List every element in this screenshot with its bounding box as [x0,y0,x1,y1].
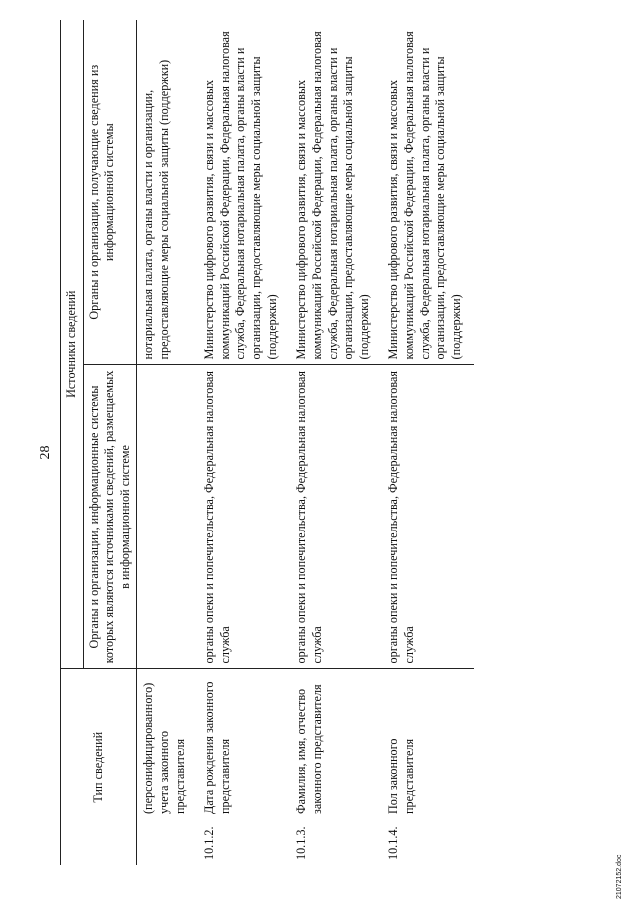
file-code: 21072152.doc [616,854,623,899]
table-row [198,20,290,865]
row-providers [137,365,198,669]
table-row [137,20,198,865]
row-providers: органы опеки и попечительства, Федеральная налоговая служба [198,365,290,669]
row-type: Дата рождения законного представителя [198,669,290,819]
row-receivers: Министерство цифрового развития, связи и массовых коммуникаций Российской Федерации, Федеральная налоговая служба, Федеральная нотариальная палата, органы власти и организации, предоставляющие меры социальной защиты (поддержки) [202,31,279,360]
row-type: Фамилия, имя, отчество законного представителя [290,669,382,819]
row-providers: органы опеки и попечительства, Федеральная налоговая служба [382,365,474,669]
table-row [382,20,474,865]
row-receivers: нотариальная палата, органы власти и организации, предоставляющие меры социальной защиты (поддержки) [141,59,172,360]
row-type: (персонифицированного) учета законного представителя [137,669,198,819]
header-providers: Органы и организации, информационные системы которых являются источниками сведений, размещаемых в информационной системе [83,365,137,669]
row-number: 10.1.2. [202,826,217,860]
header-sources: Источники сведений [61,20,84,669]
table-row [290,20,382,865]
page-number: 28 [38,445,53,460]
row-number [137,819,198,865]
header-row-top [61,20,84,865]
header-receivers: Органы и организации, получающие сведения из информационной системы [83,20,137,365]
row-receivers: Министерство цифрового развития, связи и массовых коммуникаций Российской Федерации, Федеральная налоговая служба, Федеральная нотариальная палата, органы власти и организации, предоставляющие меры социальной защиты (поддержки) [294,31,371,360]
row-type: Пол законного представителя [382,669,474,819]
row-number: 10.1.3. [294,826,309,860]
row-receivers: Министерство цифрового развития, связи и массовых коммуникаций Российской Федерации, Федеральная налоговая служба, Федеральная нотариальная палата, органы власти и организации, предоставляющие меры социальной защиты (поддержки) [386,31,463,360]
header-type: Тип сведений [61,669,137,865]
row-number: 10.1.4. [386,826,401,860]
data-table [60,20,474,865]
row-providers: органы опеки и попечительства, Федеральная налоговая служба [290,365,382,669]
